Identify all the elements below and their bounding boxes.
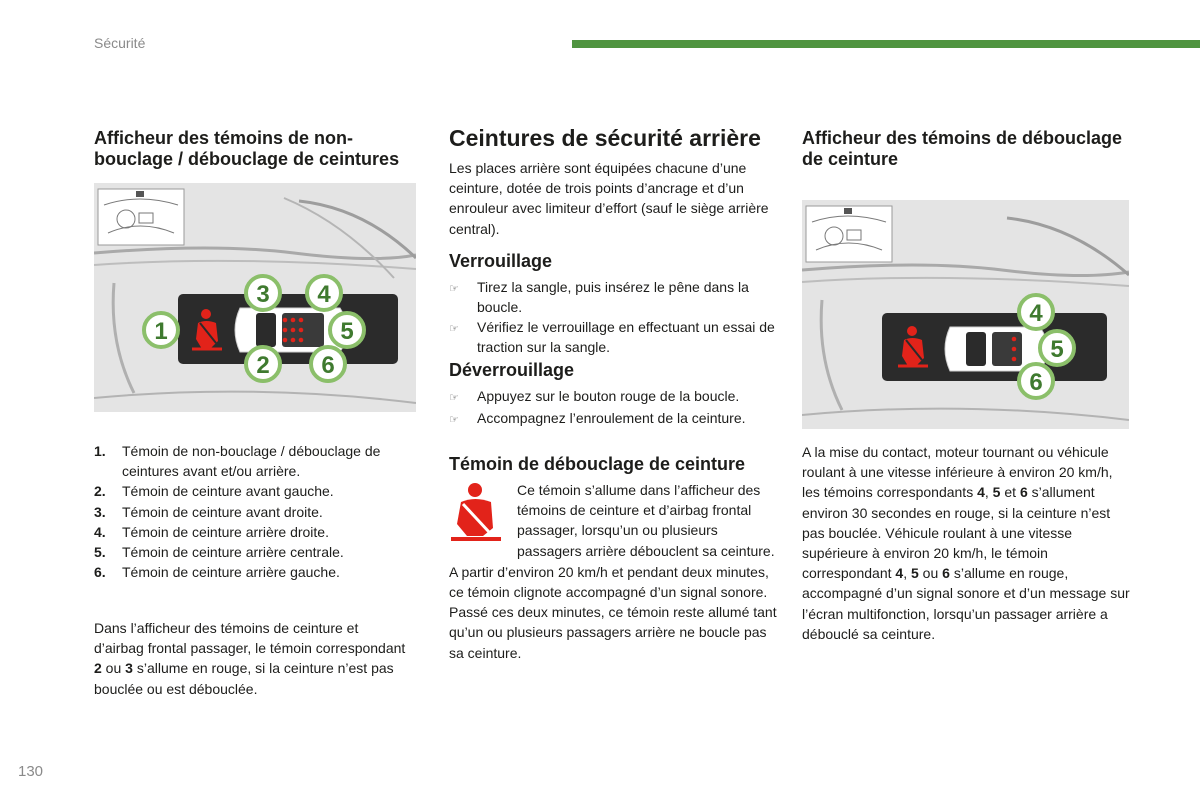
svg-text:5: 5 (340, 318, 354, 345)
callout-5 (1040, 331, 1074, 365)
warning-text: Ce témoin s’allume dans l’afficheur des témoins de ceinture et d’airbag frontal passager, lorsqu’un ou plusieurs passagers arrière débouclent sa ceinture. (517, 482, 775, 559)
left-heading: Afficheur des témoins de non-bouclage / débouclage de ceintures (94, 128, 400, 169)
list-item: ☞ Vérifiez le verrouillage en effectuant un essai de traction sur la sangle. (449, 317, 779, 357)
section-color-bar (572, 40, 1200, 48)
bullet-arrow-icon: ☞ (449, 282, 459, 295)
right-column (802, 128, 1132, 169)
legend-item: 1. Témoin de non-bouclage / débouclage de ceintures avant et/ou arrière. (94, 443, 381, 480)
bullet-arrow-icon: ☞ (449, 413, 459, 426)
right-heading: Afficheur des témoins de débouclage de ceinture (802, 128, 1123, 169)
callout-6 (1019, 364, 1053, 398)
intro-paragraph: Les places arrière sont équipées chacune d’une ceinture, dotée de trois points d’ancrage et d’un enrouleur avec limiteur d’effort (sauf le siège arrière central). (449, 160, 769, 237)
svg-text:3: 3 (256, 281, 270, 308)
callout-2 (246, 347, 280, 381)
legend-item: 5. Témoin de ceinture arrière centrale. (94, 544, 344, 561)
bullet-arrow-icon: ☞ (449, 323, 459, 336)
svg-text:1: 1 (154, 318, 168, 345)
callout-4 (307, 276, 341, 310)
svg-text:5: 5 (1050, 336, 1064, 363)
legend-item: 6. Témoin de ceinture arrière gauche. (94, 564, 340, 581)
list-item: ☞ Tirez la sangle, puis insérez le pêne dans la boucle. (449, 277, 779, 317)
list-item: ☞ Appuyez sur le bouton rouge de la boucle. (449, 386, 779, 408)
callout-6 (311, 347, 345, 381)
warning-block (449, 480, 779, 561)
bullet-arrow-icon: ☞ (449, 391, 459, 404)
svg-text:6: 6 (1029, 369, 1043, 396)
left-paragraph: Dans l’afficheur des témoins de ceinture et d’airbag frontal passager, le témoin correspondant 2 ou 3 s’allume en rouge, si la ceinture n’est pas bouclée ou est débouclée. (94, 620, 406, 697)
section-label: Sécurité (94, 35, 146, 51)
right-paragraph: A la mise du contact, moteur tournant ou véhicule roulant à une vitesse inférieure à environ 20 km/h, les témoins correspondants 4, 5 et 6 s’allument environ 30 secondes en rouge, si la ceinture n’est pas bouclée. Véhicule roulant à une vitesse supérieure à environ 20 km/h, le témoin correspondant 4, 5 ou 6 s’allume en rouge, accompagné d’un signal sonore et d’un message sur l’écran multifonction, lorsqu’un passager arrière a débouclé sa ceinture. (802, 444, 1130, 642)
middle-column (449, 126, 779, 663)
legend-item: 3. Témoin de ceinture avant droite. (94, 503, 323, 520)
svg-text:4: 4 (317, 281, 331, 308)
locking-heading: Verrouillage (449, 250, 553, 271)
warning-heading: Témoin de débouclage de ceinture (449, 454, 746, 475)
svg-text:6: 6 (321, 352, 335, 379)
unlocking-heading: Déverrouillage (449, 359, 575, 380)
svg-text:2: 2 (256, 352, 270, 379)
warning-text-2: A partir d’environ 20 km/h et pendant deux minutes, ce témoin clignote accompagné d’un signal sonore. Passé ces deux minutes, ce témoin reste allumé tant qu’un ou plusieurs passagers arrière ne boucle pas sa ceinture. (449, 563, 777, 661)
legend-item: 4. Témoin de ceinture arrière droite. (94, 523, 329, 540)
rear-seatbelt-display-figure (802, 200, 1129, 429)
callout-1 (144, 313, 178, 347)
legend-item: 2. Témoin de ceinture avant gauche. (94, 483, 334, 500)
legend-list (94, 441, 416, 582)
seatbelt-warning-icon (449, 482, 507, 542)
callout-5 (330, 313, 364, 347)
page-title: Ceintures de sécurité arrière (449, 125, 761, 151)
seatbelt-display-figure (94, 183, 416, 412)
left-column (94, 128, 416, 412)
list-item: ☞ Accompagnez l’enroulement de la ceinture. (449, 408, 779, 430)
locking-list (449, 277, 779, 358)
svg-text:4: 4 (1029, 300, 1043, 327)
page-number: 130 (18, 763, 44, 780)
callout-4 (1019, 295, 1053, 329)
unlocking-list (449, 386, 779, 430)
dashboard-illustration (802, 200, 1129, 429)
dashboard-illustration (94, 183, 416, 412)
callout-3 (246, 276, 280, 310)
